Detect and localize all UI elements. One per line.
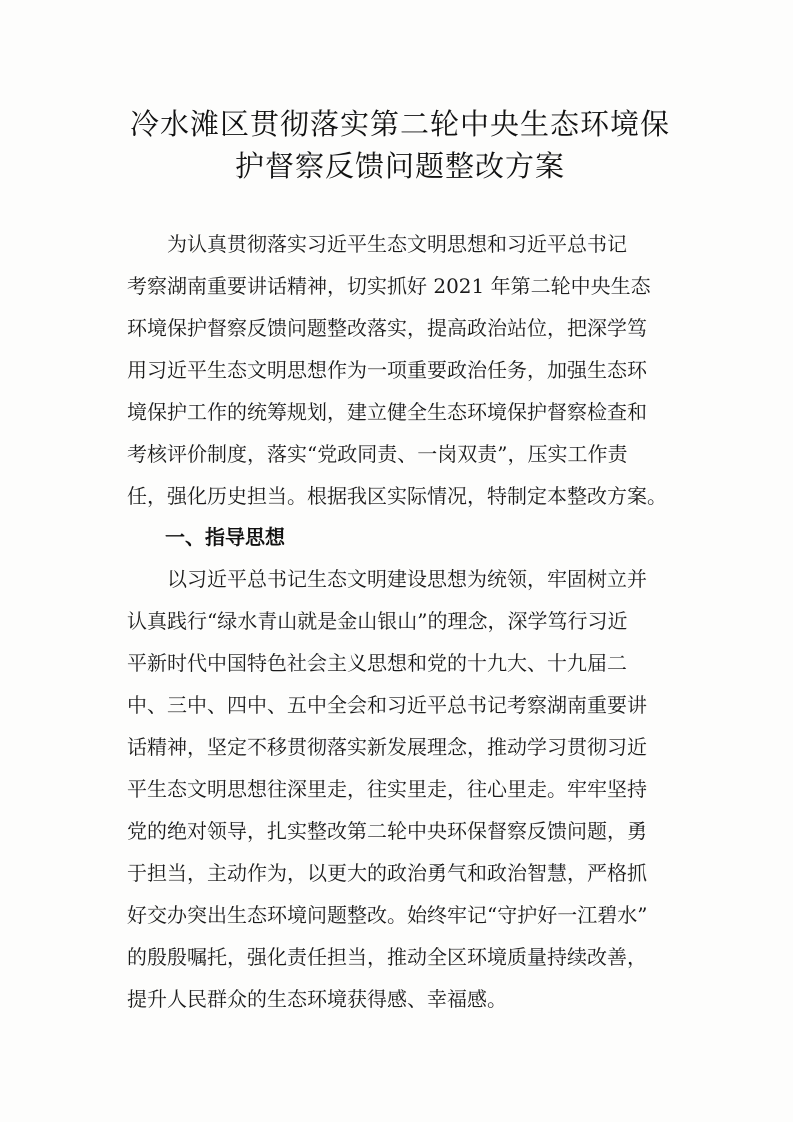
intro-line: 为认真贯彻落实习近平生态文明思想和习近平总书记	[127, 232, 627, 256]
section-line: 好交办突出生态环境问题整改。始终牢记“守护好一江碧水”	[127, 903, 648, 927]
intro-line: 考察湖南重要讲话精神，切实抓好 2021 年第二轮中央生态	[127, 274, 651, 298]
section-line: 的殷殷嘱托，强化责任担当，推动全区环境质量持续改善，	[127, 945, 647, 969]
section-line: 话精神，坚定不移贯彻落实新发展理念，推动学习贯彻习近	[127, 735, 647, 759]
document-title-line-2: 护督察反馈问题整改方案	[234, 149, 565, 183]
section-line: 认真践行“绿水青山就是金山银山”的理念，深学笃行习近	[127, 609, 628, 633]
section-line: 以习近平总书记生态文明建设思想为统领，牢固树立并	[127, 567, 647, 591]
document-title-line-1: 冷水滩区贯彻落实第二轮中央生态环境保	[129, 107, 670, 141]
section-line: 党的绝对领导，扎实整改第二轮中央环保督察反馈问题，勇	[127, 819, 647, 843]
intro-line: 环境保护督察反馈问题整改落实，提高政治站位，把深学笃	[127, 316, 647, 340]
section-line: 提升人民群众的生态环境获得感、幸福感。	[127, 987, 507, 1011]
section-line: 于担当，主动作为，以更大的政治勇气和政治智慧，严格抓	[127, 861, 647, 885]
intro-line: 用习近平生态文明思想作为一项重要政治任务，加强生态环	[127, 358, 647, 382]
intro-line: 任，强化历史担当。根据我区实际情况，特制定本整改方案。	[127, 484, 667, 508]
intro-line: 考核评价制度，落实“党政同责、一岗双责”，压实工作责	[127, 442, 628, 466]
section-line: 中、三中、四中、五中全会和习近平总书记考察湖南重要讲	[127, 693, 647, 717]
section-line: 平新时代中国特色社会主义思想和党的十九大、十九届二	[127, 651, 627, 675]
section-heading-guiding-ideology: 一、指导思想	[165, 525, 285, 549]
section-line: 平生态文明思想往深里走，往实里走，往心里走。牢牢坚持	[127, 777, 647, 801]
intro-line: 境保护工作的统筹规划，建立健全生态环境保护督察检查和	[127, 400, 647, 424]
